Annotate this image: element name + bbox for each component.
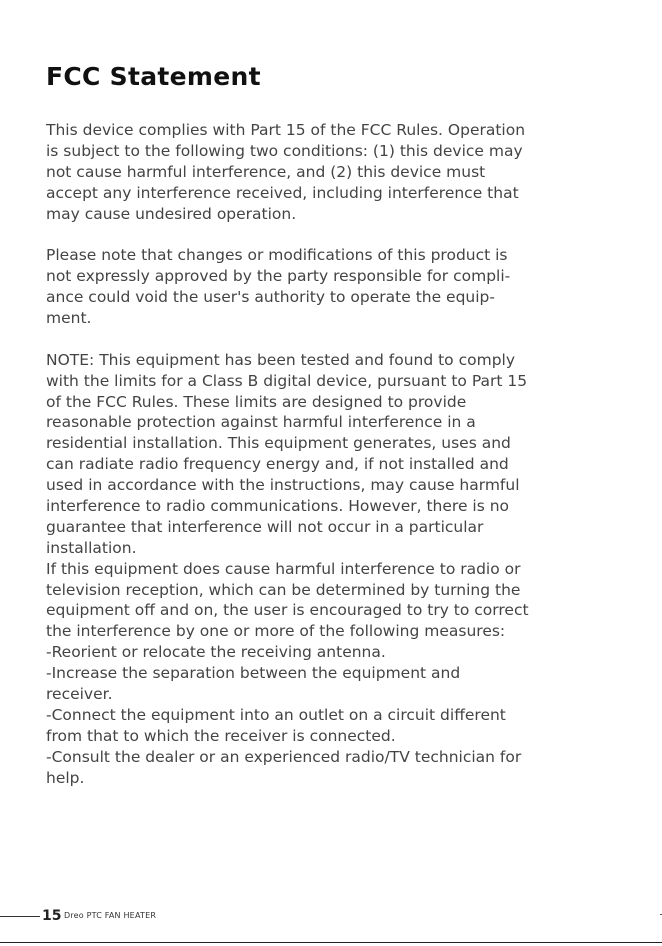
text-line: is subject to the following two conditions: (1) this device may [46, 141, 523, 160]
paragraph-modifications [46, 245, 616, 329]
text-line: NOTE: This equipment has been tested and found to comply [46, 350, 516, 369]
text-line: -Connect the equipment into an outlet on a circuit different [46, 705, 506, 724]
text-line: not cause harmful interference, and (2) this device must [46, 162, 486, 181]
text-line: not expressly approved by the party responsible for compli- [46, 267, 511, 286]
text-line: of the FCC Rules. These limits are designed to provide [46, 392, 467, 411]
paragraph-compliance [46, 120, 616, 224]
text-line: -Reorient or relocate the receiving antenna. [46, 643, 386, 662]
statement-body [46, 120, 616, 789]
text-line: This device complies with Part 15 of the FCC Rules. Operation [46, 121, 526, 139]
text-line: -Consult the dealer or an experienced radio/TV technician for [46, 747, 522, 766]
text-line: residential installation. This equipment generates, uses and [46, 434, 511, 453]
paragraph-note [46, 350, 616, 789]
text-line: television reception, which can be determined by turning the [46, 580, 521, 599]
footer-rule [0, 916, 40, 917]
text-line: equipment off and on, the user is encouraged to try to correct [46, 601, 529, 620]
text-line: may cause undesired operation. [46, 204, 297, 223]
text-line: interference to radio communications. However, there is no [46, 497, 510, 516]
text-line: If this equipment does cause harmful interference to radio or [46, 559, 521, 578]
text-line: guarantee that interference will not occur in a particular [46, 517, 484, 536]
text-line: installation. [46, 538, 137, 557]
bottom-border [0, 942, 662, 943]
text-line: accept any interference received, including interference that [46, 183, 519, 202]
text-line: used in accordance with the instructions, may cause harmful [46, 476, 520, 495]
page-number: 15 [42, 908, 62, 924]
text-line: help. [46, 768, 85, 787]
text-line: reasonable protection against harmful interference in a [46, 413, 476, 432]
text-line: with the limits for a Class B digital device, pursuant to Part 15 [46, 371, 528, 390]
text-line: from that to which the receiver is connected. [46, 726, 396, 745]
text-line: can radiate radio frequency energy and, if not installed and [46, 455, 509, 474]
page-title: FCC Statement [46, 62, 261, 91]
text-line: -Increase the separation between the equipment and [46, 664, 461, 683]
text-line: receiver. [46, 685, 113, 704]
text-line: Please note that changes or modifications of this product is [46, 246, 508, 265]
text-line: the interference by one or more of the following measures: [46, 622, 506, 641]
footer-product-name: Dreo PTC FAN HEATER [64, 911, 157, 920]
text-line: ance could void the user's authority to operate the equip- [46, 288, 495, 307]
text-line: ment. [46, 309, 92, 328]
